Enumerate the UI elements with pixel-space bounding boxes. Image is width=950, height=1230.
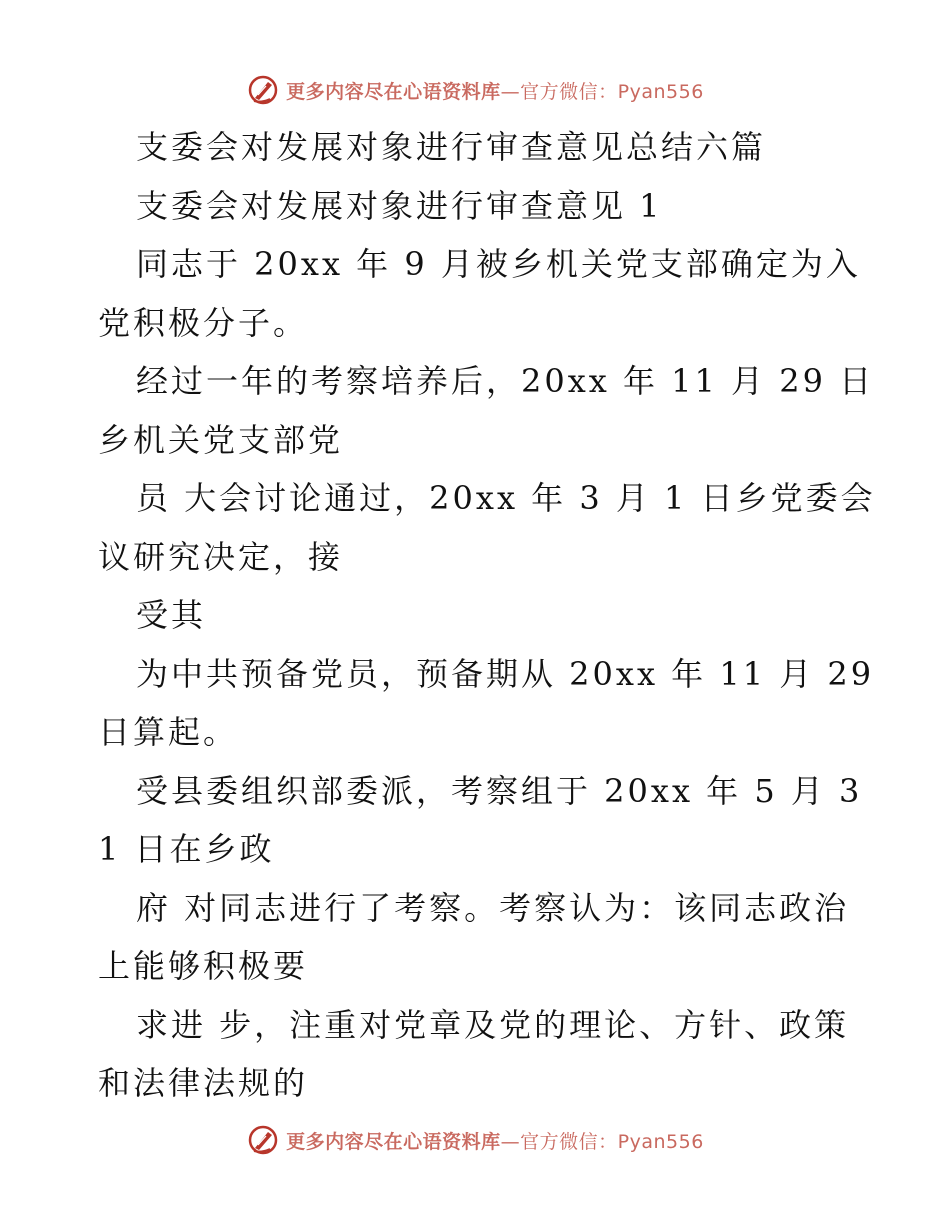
footer-banner-separator: — (500, 1130, 521, 1153)
document-line: 为中共预备党员，预备期从 20xx 年 11 月 29 (136, 654, 875, 693)
document-line: 上能够积极要 (98, 947, 309, 985)
quill-logo-icon (246, 73, 280, 107)
footer-banner-wechat: 官方微信：Pyan556 (520, 1130, 704, 1153)
header-banner-wechat: 官方微信：Pyan556 (520, 80, 704, 103)
footer-banner-text (286, 1127, 704, 1154)
document-line: 同志于 20xx 年 9 月被乡机关党支部确定为入 (136, 245, 861, 283)
document-line: 经过一年的考察培养后，20xx 年 11 月 29 日 (136, 362, 875, 400)
document-line: 和法律法规的 (98, 1064, 309, 1102)
document-line: 议研究决定，接 (98, 537, 344, 576)
document-line: 日算起。 (98, 713, 239, 751)
document-line: 员 大会讨论通过，20xx 年 3 月 1 日乡党委会 (136, 479, 876, 517)
document-line: 受县委组织部委派，考察组于 20xx 年 5 月 3 (136, 771, 863, 810)
footer-banner-title: 更多内容尽在心语资料库 (286, 1130, 501, 1153)
header-banner-separator: — (500, 80, 521, 103)
document-body (98, 118, 876, 1113)
footer-banner (0, 1120, 950, 1160)
document-line: 支委会对发展对象进行审查意见 1 (136, 186, 663, 225)
quill-logo-icon (246, 1123, 280, 1157)
header-banner-title: 更多内容尽在心语资料库 (286, 80, 501, 103)
document-line: 党积极分子。 (98, 303, 309, 342)
header-banner (0, 70, 950, 110)
document-line: 支委会对发展对象进行审查意见总结六篇 (136, 128, 767, 166)
document-line: 府 对同志进行了考察。考察认为：该同志政治 (136, 888, 850, 927)
footer-banner-inner (246, 1123, 704, 1157)
document-line: 受其 (136, 596, 207, 634)
document-line: 求进 步，注重对党章及党的理论、方针、政策 (136, 1005, 850, 1044)
header-banner-text (286, 77, 704, 104)
header-banner-inner (246, 73, 704, 107)
document-line: 1 日在乡政 (98, 830, 275, 868)
document-line: 乡机关党支部党 (98, 420, 344, 459)
